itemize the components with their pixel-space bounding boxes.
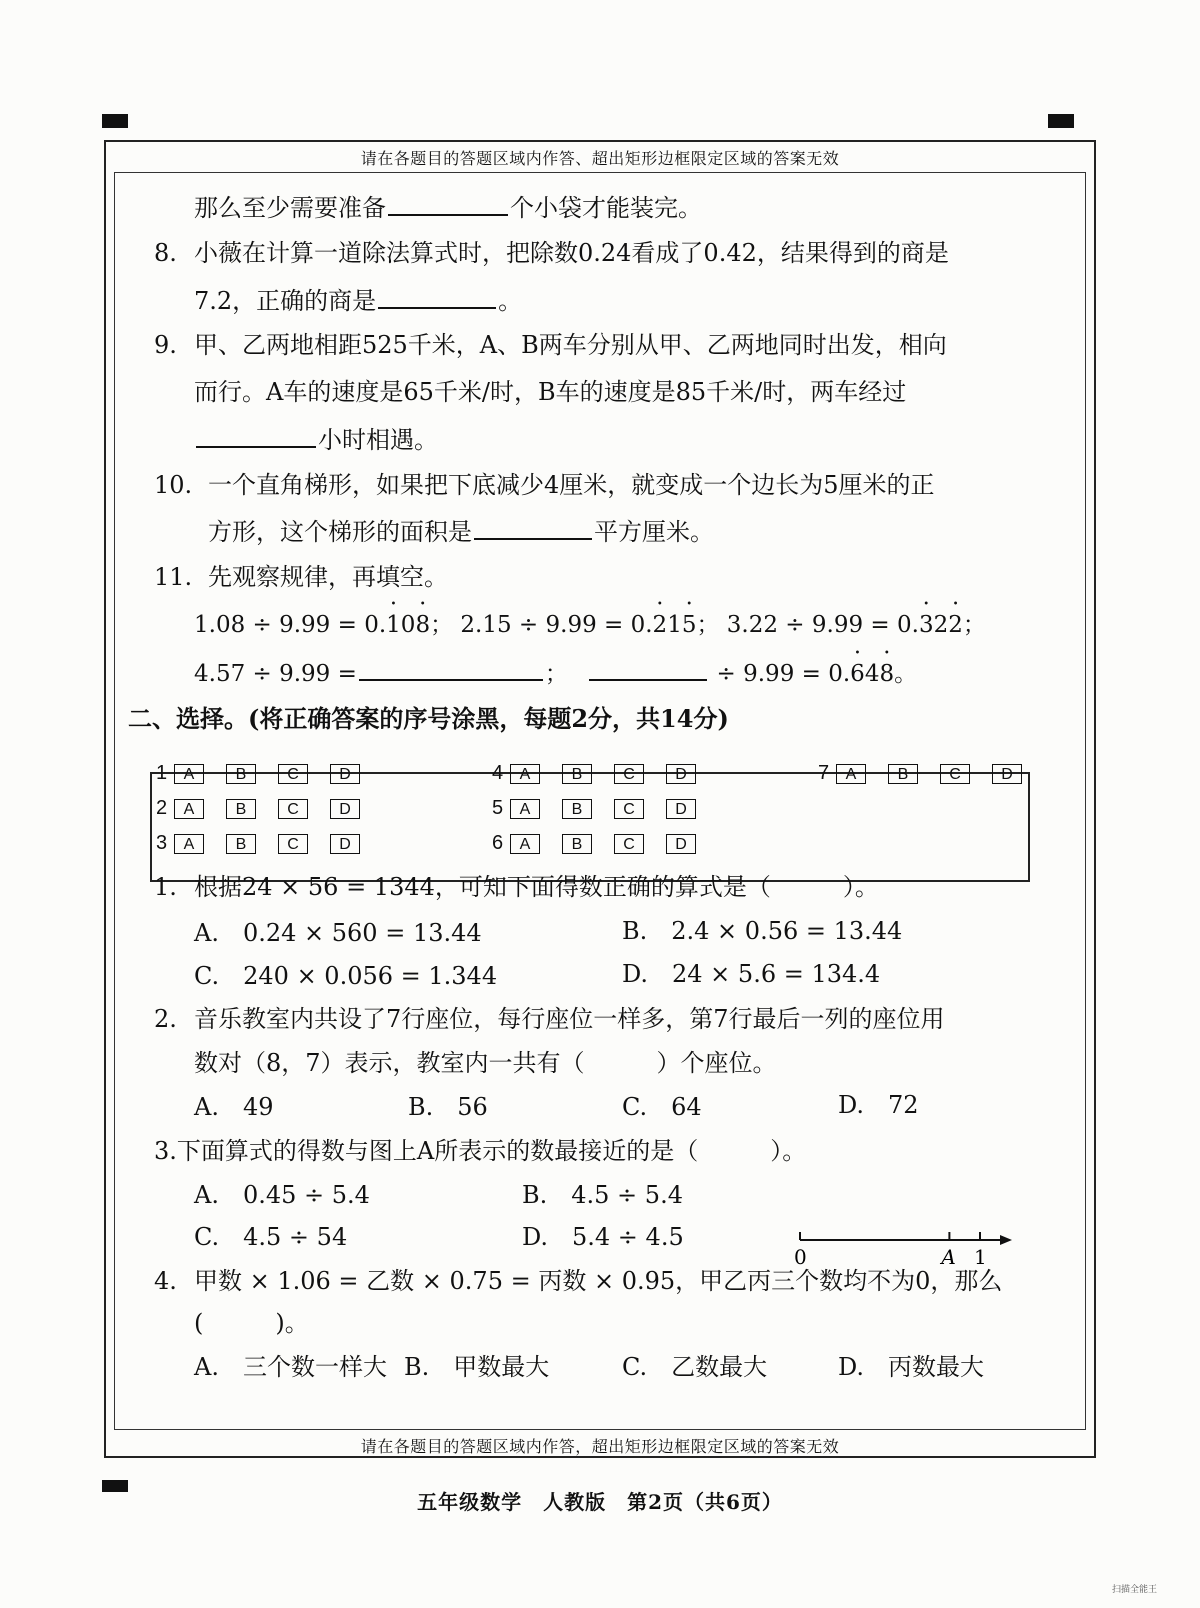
q11-pattern-3-mid: 2 bbox=[933, 612, 949, 638]
s2-q2-text: 音乐教室内共设了7行座位，每行座位一样多，第7行最后一列的座位用 bbox=[194, 1005, 945, 1033]
answer-bubble-4-c[interactable]: C bbox=[614, 764, 644, 784]
answer-sheet-row-4 bbox=[492, 762, 718, 785]
answer-bubble-1-c[interactable]: C bbox=[278, 764, 308, 784]
answer-bubble-6-d[interactable]: D bbox=[666, 834, 696, 854]
number-line-label-a: A bbox=[941, 1245, 956, 1269]
answer-bubble-5-d[interactable]: D bbox=[666, 799, 696, 819]
answer-bubble-4-b[interactable]: B bbox=[562, 764, 592, 784]
answer-bubble-4-a[interactable]: A bbox=[510, 764, 540, 784]
q8-text: 小薇在计算一道除法算式时，把除数0.24看成了0.42，结果得到的商是 bbox=[194, 239, 949, 267]
q10-line1 bbox=[154, 470, 935, 500]
s2-q3-option-d: D. 5.4 ÷ 4.5 bbox=[522, 1223, 684, 1251]
s2-q4-option-d: D. 丙数最大 bbox=[838, 1353, 985, 1381]
q11-fill-line bbox=[194, 657, 917, 689]
answer-bubble-5-a[interactable]: A bbox=[510, 799, 540, 819]
q7-answer-blank[interactable] bbox=[388, 192, 508, 216]
q9-line3 bbox=[194, 424, 438, 455]
answer-bubble-6-c[interactable]: C bbox=[614, 834, 644, 854]
s2-q1-text: 根据24 × 56 = 1344，可知下面得数正确的算式是（ ）。 bbox=[194, 873, 879, 901]
answer-bubble-7-a[interactable]: A bbox=[836, 764, 866, 784]
q8-text-after: 。 bbox=[498, 287, 523, 315]
q10-text-after: 平方厘米。 bbox=[594, 518, 714, 546]
answer-sheet-question-number: 5 bbox=[492, 797, 504, 819]
answer-sheet-row-5 bbox=[492, 797, 718, 820]
s2-q1-option-d: D. 24 × 5.6 = 134.4 bbox=[622, 960, 881, 988]
answer-sheet-question-number: 1 bbox=[156, 762, 168, 784]
q10-line2 bbox=[208, 516, 714, 547]
number-line-label-zero: 0 bbox=[794, 1245, 807, 1269]
s2-q2-line2: 数对（8，7）表示，教室内一共有（ ）个座位。 bbox=[194, 1049, 777, 1077]
answer-sheet-question-number: 2 bbox=[156, 797, 168, 819]
q11-pattern-1-expr: 1.08 ÷ 9.99 = 0. bbox=[194, 612, 387, 638]
q11-pattern-2-repeat-end: • 5 bbox=[682, 610, 697, 640]
s2-q1-number: 1. bbox=[154, 873, 177, 901]
answer-bubble-2-c[interactable]: C bbox=[278, 799, 308, 819]
q7-tail bbox=[194, 192, 702, 223]
s2-q4-option-a: A. 三个数一样大 bbox=[194, 1353, 387, 1381]
q9-text-after: 小时相遇。 bbox=[318, 426, 438, 454]
q11-pattern-3-sep: ； bbox=[962, 612, 986, 638]
q11-fill-repeat-end: • 8 bbox=[879, 659, 894, 689]
s2-q3-option-a: A. 0.45 ÷ 5.4 bbox=[194, 1181, 370, 1209]
q11-answer-blank-2[interactable] bbox=[589, 657, 707, 681]
q11-fill-sep: ； bbox=[544, 661, 568, 687]
page-footer: 五年级数学 人教版 第2页（共6页） bbox=[417, 1490, 783, 1514]
answer-bubble-2-d[interactable]: D bbox=[330, 799, 360, 819]
q11-pattern-2-mid: 1 bbox=[667, 612, 682, 638]
s2-q2-option-b: B. 56 bbox=[408, 1093, 488, 1121]
q8-text-before: 7.2，正确的商是 bbox=[194, 287, 377, 315]
s2-q4-option-b: B. 甲数最大 bbox=[404, 1353, 550, 1381]
number-line-arrow-icon bbox=[1000, 1235, 1012, 1245]
s2-q4-number: 4. bbox=[154, 1267, 177, 1295]
q11-line1 bbox=[154, 562, 448, 592]
q8-line1 bbox=[154, 238, 949, 268]
q8-answer-blank[interactable] bbox=[378, 285, 496, 309]
s2-q4-option-c: C. 乙数最大 bbox=[622, 1353, 768, 1381]
answer-bubble-1-b[interactable]: B bbox=[226, 764, 256, 784]
q11-fill-mid: 4 bbox=[864, 661, 880, 687]
q11-pattern-1-mid: 0 bbox=[400, 612, 416, 638]
answer-bubble-6-a[interactable]: A bbox=[510, 834, 540, 854]
answer-sheet-question-number: 3 bbox=[156, 832, 168, 854]
answer-sheet-question-number: 6 bbox=[492, 832, 504, 854]
answer-bubble-6-b[interactable]: B bbox=[562, 834, 592, 854]
q11-pattern-2-expr: 2.15 ÷ 9.99 = 0. bbox=[460, 612, 653, 638]
s2-q3-option-b: B. 4.5 ÷ 5.4 bbox=[522, 1181, 683, 1209]
q11-answer-blank-1[interactable] bbox=[359, 657, 543, 681]
q9-line2: 而行。A车的速度是65千米/时，B车的速度是85千米/时，两车经过 bbox=[194, 378, 907, 406]
answer-bubble-3-a[interactable]: A bbox=[174, 834, 204, 854]
q9-answer-blank[interactable] bbox=[196, 424, 316, 448]
scanner-watermark: 扫描全能王 bbox=[1112, 1584, 1158, 1594]
q11-pattern-1-repeat-end: • 8 bbox=[415, 610, 430, 640]
answer-bubble-2-a[interactable]: A bbox=[174, 799, 204, 819]
q11-fill-expr-b: ÷ 9.99 = 0. bbox=[716, 661, 851, 687]
answer-sheet-row-7 bbox=[818, 762, 1044, 785]
s2-q2-line1 bbox=[154, 1004, 945, 1034]
answer-sheet-row-3 bbox=[156, 832, 382, 855]
q9-line1 bbox=[154, 330, 947, 360]
s2-q3-stem: 3.下面算式的得数与图上A所表示的数最接近的是（ ）。 bbox=[154, 1137, 807, 1165]
q8-line2 bbox=[194, 285, 522, 316]
answer-bubble-7-c[interactable]: C bbox=[940, 764, 970, 784]
answer-bubble-3-d[interactable]: D bbox=[330, 834, 360, 854]
q11-fill-end: 。 bbox=[894, 661, 918, 687]
answer-bubble-3-b[interactable]: B bbox=[226, 834, 256, 854]
q11-fill-expr-a: 4.57 ÷ 9.99 = bbox=[194, 661, 357, 687]
answer-sheet-row-1 bbox=[156, 762, 382, 785]
s2-q3-option-c: C. 4.5 ÷ 54 bbox=[194, 1223, 348, 1251]
q7-text-after: 个小袋才能装完。 bbox=[510, 194, 702, 222]
s2-q2-option-d: D. 72 bbox=[838, 1091, 919, 1119]
q10-text-before: 方形，这个梯形的面积是 bbox=[208, 518, 472, 546]
q11-pattern-3-repeat-start: • 3 bbox=[919, 610, 934, 640]
q10-number: 10. bbox=[154, 471, 193, 499]
answer-bubble-5-b[interactable]: B bbox=[562, 799, 592, 819]
s2-q2-number: 2. bbox=[154, 1005, 177, 1033]
answer-sheet-question-number: 7 bbox=[818, 762, 830, 784]
registration-mark-top-right bbox=[1048, 114, 1074, 128]
q8-number: 8. bbox=[154, 239, 177, 267]
answer-sheet bbox=[150, 772, 1030, 882]
q11-pattern-2-repeat-start: • 2 bbox=[653, 610, 668, 640]
answer-sheet-row-2 bbox=[156, 797, 382, 820]
s2-q1-option-b: B. 2.4 × 0.56 = 13.44 bbox=[622, 917, 903, 945]
answer-bubble-1-a[interactable]: A bbox=[174, 764, 204, 784]
s2-q4-line2: ( )。 bbox=[194, 1309, 309, 1337]
q11-number: 11. bbox=[154, 563, 193, 591]
answer-bubble-2-b[interactable]: B bbox=[226, 799, 256, 819]
q11-fill-repeat-start: • 6 bbox=[850, 659, 865, 689]
answer-sheet-row-6 bbox=[492, 832, 718, 855]
answer-bubble-4-d[interactable]: D bbox=[666, 764, 696, 784]
section2-heading: 二、选择。(将正确答案的序号涂黑，每题2分，共14分) bbox=[128, 704, 729, 733]
s2-q1-option-a: A. 0.24 × 560 = 13.44 bbox=[194, 919, 482, 947]
s2-q4-line1 bbox=[154, 1266, 1002, 1296]
q9-text: 甲、乙两地相距525千米，A、B两车分别从甲、乙两地同时出发，相向 bbox=[194, 331, 947, 359]
s2-q4-text: 甲数 × 1.06 = 乙数 × 0.75 = 丙数 × 0.95，甲乙丙三个数均不为0，那么 bbox=[194, 1267, 1003, 1295]
q10-answer-blank[interactable] bbox=[474, 516, 592, 540]
q9-number: 9. bbox=[154, 331, 177, 359]
s2-q1-option-c: C. 240 × 0.056 = 1.344 bbox=[194, 962, 498, 990]
q11-pattern-3-repeat-end: • 2 bbox=[948, 610, 963, 640]
q11-pattern-1-sep: ； bbox=[430, 612, 454, 638]
q11-title: 先观察规律，再填空。 bbox=[208, 563, 448, 591]
q11-pattern-3-expr: 3.22 ÷ 9.99 = 0. bbox=[726, 612, 919, 638]
answer-bubble-7-b[interactable]: B bbox=[888, 764, 918, 784]
q11-pattern-2-sep: ； bbox=[696, 612, 720, 638]
answer-sheet-question-number: 4 bbox=[492, 762, 504, 784]
answer-bubble-5-c[interactable]: C bbox=[614, 799, 644, 819]
number-line-label-one: 1 bbox=[974, 1245, 987, 1269]
answer-bubble-7-d[interactable]: D bbox=[992, 764, 1022, 784]
s2-q1-stem bbox=[154, 872, 879, 902]
answer-bubble-3-c[interactable]: C bbox=[278, 834, 308, 854]
q11-pattern-1-repeat-start: • 1 bbox=[386, 610, 401, 640]
notice-top: 请在各题目的答题区域内作答、超出矩形边框限定区域的答案无效 bbox=[360, 149, 840, 168]
q7-text-before: 那么至少需要准备 bbox=[194, 194, 386, 222]
q10-text: 一个直角梯形，如果把下底减少4厘米，就变成一个边长为5厘米的正 bbox=[208, 471, 935, 499]
answer-bubble-1-d[interactable]: D bbox=[330, 764, 360, 784]
s2-q2-option-c: C. 64 bbox=[622, 1093, 702, 1121]
registration-mark-top-left bbox=[102, 114, 128, 128]
q11-pattern-line bbox=[194, 610, 986, 640]
s2-q2-option-a: A. 49 bbox=[194, 1093, 274, 1121]
notice-bottom: 请在各题目的答题区域内作答，超出矩形边框限定区域的答案无效 bbox=[360, 1437, 840, 1456]
